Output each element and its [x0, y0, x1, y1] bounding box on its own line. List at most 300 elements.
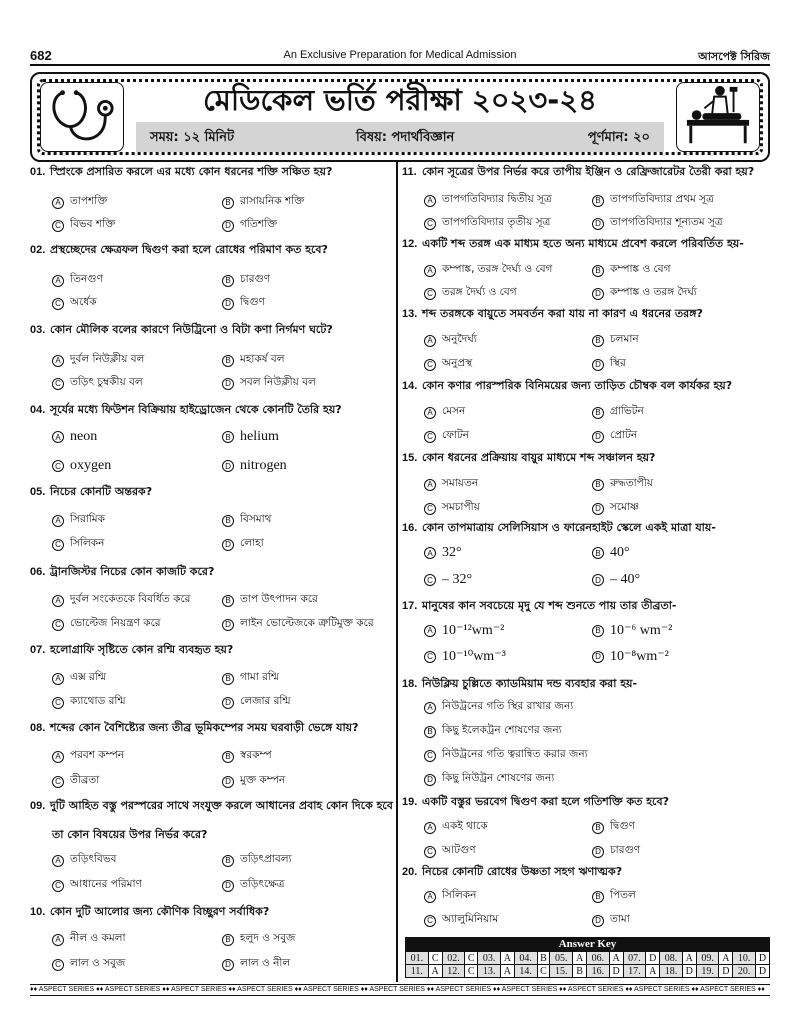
option-letter: B	[592, 407, 604, 419]
question-number: 13.	[402, 308, 418, 320]
question-text-continued: তা কোন বিষয়ের উপর নির্ভর করে?	[52, 828, 208, 841]
option-text: তিনগুণ	[70, 273, 103, 285]
option-letter: C	[424, 359, 436, 371]
question-number: 09.	[30, 800, 46, 812]
option-letter: B	[424, 726, 436, 738]
option-c	[52, 773, 99, 790]
option-c	[424, 428, 469, 445]
option-letter: A	[424, 479, 436, 491]
option-a	[424, 332, 477, 349]
option-letter: D	[592, 574, 604, 586]
option-d	[222, 217, 277, 234]
question-number: 01.	[30, 166, 46, 178]
answer-key-answer: A	[646, 965, 660, 978]
option-text: অনুপ্রস্থ	[442, 357, 473, 369]
option-letter: B	[222, 673, 234, 685]
option-text: প্রোটন	[610, 429, 638, 441]
answer-key-qnum: 17.	[623, 965, 646, 978]
question-number: 16.	[402, 522, 418, 534]
question-text: দুটি আহিত বস্তু পরস্পরের সাথে সংযুক্ত করলে আধানের প্রবাহ কোন দিকে হবে	[50, 799, 393, 812]
exam-banner	[30, 72, 770, 162]
answer-key-answer: C	[537, 965, 550, 978]
question-number: 10.	[30, 906, 46, 918]
option-letter: D	[222, 378, 234, 390]
option-b	[592, 545, 630, 561]
option-text: বিসমাথ	[240, 513, 272, 525]
option-letter: A	[52, 355, 64, 367]
question-number: 08.	[30, 722, 46, 734]
answer-key-qnum: 04.	[514, 952, 537, 965]
option-letter: D	[592, 915, 604, 927]
option-letter: C	[52, 460, 64, 472]
option-text: 10⁻¹⁰wm⁻³	[442, 649, 506, 664]
option-text: গামা রশ্মি	[240, 671, 280, 683]
exam-info-strip	[136, 122, 664, 152]
option-letter: A	[424, 547, 436, 559]
option-text: সিলিকন	[70, 537, 105, 549]
option-letter: A	[52, 197, 64, 209]
option-text: তাপ উৎপাদন করে	[240, 593, 318, 605]
option-letter: B	[222, 595, 234, 607]
answer-key-qnum: 15.	[550, 965, 573, 978]
option-b	[222, 670, 279, 687]
option-b	[592, 819, 635, 836]
option-text: অনুদৈর্ঘ্য	[442, 333, 477, 345]
option-d	[592, 215, 723, 232]
option-letter: D	[592, 288, 604, 300]
option-d	[592, 285, 697, 302]
option-letter: A	[424, 702, 436, 714]
answer-key-answer: A	[609, 952, 623, 965]
option-d	[592, 912, 630, 929]
option-d	[592, 648, 669, 665]
question-text: হলোগ্রাফি সৃষ্টিতে কোন রশ্মি ব্যবহৃত হয়?	[50, 643, 234, 656]
option-a	[52, 592, 190, 609]
option-text: সমোষ্ণ	[610, 501, 640, 513]
option-letter: D	[592, 846, 604, 858]
answer-key-answer: A	[682, 952, 696, 965]
option-text: লাইন ভোল্টেজকে ত্রুটিমুক্ত করে	[240, 617, 374, 629]
answer-key-answer: A	[573, 952, 587, 965]
option-text: তাপগতিবিদ্যার দ্বিতীয় সূত্র	[442, 193, 552, 205]
option-b	[222, 194, 304, 211]
option-letter: C	[424, 651, 436, 663]
option-b	[222, 748, 272, 765]
option-text: চারগুণ	[610, 844, 641, 856]
answer-key-qnum: 07.	[623, 952, 646, 965]
option-letter: B	[222, 515, 234, 527]
option-d	[222, 694, 291, 711]
option-text: মুক্ত কম্পন	[240, 774, 286, 786]
option-letter: A	[424, 407, 436, 419]
question-text: সূর্যের মধ্যে ফিউশন বিক্রিয়ায় হাইড্রোজেন থেকে কোনটি তৈরি হয়?	[50, 403, 342, 416]
option-text: আটগুণ	[442, 844, 476, 856]
option-text: ভোল্টেজ নিয়ন্ত্রণ করে	[70, 617, 161, 629]
option-a	[52, 194, 107, 211]
option-letter: C	[52, 880, 64, 892]
option-text: তড়িৎ চুম্বকীয় বল	[70, 376, 143, 388]
option-d	[222, 773, 285, 790]
option-b	[592, 262, 671, 279]
option-letter: C	[424, 288, 436, 300]
option-a	[52, 748, 124, 765]
option-text: তাপগতিবিদ্যার প্রথম সূত্র	[610, 193, 714, 205]
option-text: তরঙ্গ দৈর্ঘ্য ও বেগ	[442, 286, 517, 298]
option-letter: C	[52, 776, 64, 788]
option-text: তড়িৎবিভব	[70, 853, 117, 865]
answer-key-qnum: 19.	[696, 965, 719, 978]
option-b	[592, 888, 636, 905]
option-d	[222, 877, 284, 894]
option-text: সিরামিক	[70, 513, 105, 525]
option-letter: A	[52, 275, 64, 287]
option-letter: B	[592, 335, 604, 347]
option-letter: A	[52, 855, 64, 867]
option-c	[52, 217, 115, 234]
option-letter: D	[592, 431, 604, 443]
option-text: একই থাকে	[442, 820, 488, 832]
option-a	[52, 931, 126, 948]
option-c	[52, 458, 111, 474]
option-c	[52, 956, 125, 973]
option-a	[424, 404, 465, 421]
option-b	[424, 723, 562, 740]
answer-key-qnum: 10.	[733, 952, 756, 965]
option-a	[424, 622, 504, 639]
option-a	[424, 819, 488, 836]
question-text: কোন তাপমাত্রায় সেলিসিয়াস ও ফারেনহাইট স্কেলে একই মাত্রা যায়-	[422, 521, 716, 534]
option-letter: C	[52, 298, 64, 310]
option-text: neon	[70, 429, 98, 444]
option-text: oxygen	[70, 458, 112, 473]
answer-key-answer: C	[465, 965, 478, 978]
option-letter: D	[222, 220, 234, 232]
question-text: নিচের কোনটি রোধের উষ্ণতা সহগ ঋণাত্মক?	[422, 865, 623, 878]
option-b	[592, 404, 644, 421]
option-c	[424, 500, 480, 517]
answer-key-answer: A	[500, 952, 514, 965]
doctor-patient-icon	[676, 82, 760, 152]
option-text: 40°	[610, 545, 630, 560]
option-letter: B	[592, 547, 604, 559]
option-d	[222, 458, 287, 474]
option-text: লাল ও নীল	[240, 957, 291, 969]
option-letter: C	[52, 959, 64, 971]
option-text: 10⁻¹²wm⁻²	[442, 623, 505, 638]
answer-key-title: Answer Key	[405, 937, 770, 951]
question-text: ট্রানজিস্টর নিচের কোন কাজটি করে?	[50, 565, 215, 578]
option-d	[592, 356, 626, 373]
answer-key-answer: D	[719, 965, 733, 978]
option-text: বিভব শক্তি	[70, 218, 116, 230]
answer-key-qnum: 16.	[586, 965, 609, 978]
answer-key-qnum: 11.	[406, 965, 429, 978]
running-title: An Exclusive Preparation for Medical Admission	[283, 49, 517, 61]
answer-key-qnum: 05.	[550, 952, 573, 965]
option-a	[424, 545, 462, 561]
option-text: দুর্বল নিউক্লীয় বল	[70, 353, 145, 365]
option-c	[52, 295, 97, 312]
option-letter: A	[52, 595, 64, 607]
option-letter: B	[592, 822, 604, 834]
option-c	[424, 747, 588, 764]
option-letter: D	[592, 651, 604, 663]
question-text: প্রস্থচ্ছেদের ক্ষেত্রফল দ্বিগুণ করা হলে রোধের পরিমাণ কত হবে?	[50, 243, 328, 256]
option-text: মহাকর্ষ বল	[240, 353, 285, 365]
option-letter: D	[222, 619, 234, 631]
option-text: সমচাপীয়	[442, 501, 480, 513]
option-b	[222, 272, 270, 289]
option-d	[592, 500, 639, 517]
option-letter: D	[222, 776, 234, 788]
option-c	[52, 616, 161, 633]
option-letter: D	[592, 218, 604, 230]
option-text: তাপগতিবিদ্যার তৃতীয় সূত্র	[442, 216, 551, 228]
option-text: নীল ও কমলা	[70, 932, 126, 944]
question-text: স্প্রিংকে প্রসারিত করলে এর মধ্যে কোন ধরনের শক্তি সঞ্চিত হয়?	[50, 165, 333, 178]
option-a	[52, 670, 106, 687]
option-letter: D	[592, 359, 604, 371]
question-text: নিউক্লিয় চুল্লিতে ক্যাডমিয়াম দন্ড ব্যবহার করা হয়-	[422, 677, 638, 690]
answer-key-answer: B	[573, 965, 587, 978]
option-text: helium	[240, 429, 279, 444]
option-b	[222, 931, 295, 948]
exam-subject: বিষয়: পদার্থবিজ্ঞান	[356, 130, 455, 145]
option-letter: C	[424, 846, 436, 858]
option-d	[222, 536, 264, 553]
option-c	[52, 694, 126, 711]
option-letter: A	[52, 673, 64, 685]
question-number: 04.	[30, 404, 46, 416]
option-a	[52, 512, 105, 529]
option-letter: C	[52, 539, 64, 551]
option-letter: B	[592, 265, 604, 277]
option-letter: D	[592, 503, 604, 515]
footer-strip: ♦♦ ASPECT SERIES ♦♦ ASPECT SERIES ♦♦ ASPECT SERIES ♦♦ ASPECT SERIES ♦♦ ASPECT SERIES ♦♦ ASPECT SERIES ♦♦ ASPECT SERIES ♦♦ ASPECT SERIES ♦♦ ASPECT SERIES ♦♦ ASPECT SERIES ♦♦ ASPECT SERIES ♦♦	[30, 984, 770, 996]
option-text: গ্রাভিটন	[610, 405, 644, 417]
option-text: কিছু ইলেকট্রন শোষণের জন্য	[442, 724, 562, 736]
option-text: রাসায়নিক শক্তি	[240, 195, 305, 207]
option-letter: A	[424, 195, 436, 207]
answer-key-answer: D	[682, 965, 696, 978]
question-number: 02.	[30, 244, 46, 256]
option-c	[424, 648, 506, 665]
exam-time: সময়: ১২ মিনিট	[150, 130, 235, 145]
answer-key-qnum: 12.	[442, 965, 465, 978]
option-c	[424, 215, 550, 232]
option-d	[592, 428, 637, 445]
answer-key-row	[406, 965, 770, 978]
option-letter: C	[424, 574, 436, 586]
option-letter: B	[222, 431, 234, 443]
option-letter: B	[592, 195, 604, 207]
option-c	[52, 536, 104, 553]
option-b	[592, 192, 714, 209]
option-c	[424, 843, 476, 860]
answer-key-answer: D	[646, 952, 660, 965]
option-text: তাপশক্তি	[70, 195, 108, 207]
answer-key-qnum: 18.	[660, 965, 683, 978]
answer-key-answer: A	[428, 965, 442, 978]
option-letter: B	[222, 197, 234, 209]
answer-key-answer: C	[465, 952, 478, 965]
option-b	[592, 476, 653, 493]
option-b	[222, 352, 285, 369]
option-b	[222, 592, 318, 609]
option-text: দ্বিগুণ	[610, 820, 635, 832]
question-number: 11.	[402, 166, 417, 178]
option-a	[424, 262, 552, 279]
answer-key-qnum: 02.	[442, 952, 465, 965]
option-text: তামা	[610, 913, 630, 925]
stethoscope-icon	[40, 82, 124, 152]
option-text: দ্বিগুণ	[240, 296, 265, 308]
option-text: কম্পাঙ্ক, তরঙ্গ দৈর্ঘ্য ও বেগ	[442, 263, 553, 275]
option-letter: C	[424, 915, 436, 927]
option-letter: A	[424, 822, 436, 834]
option-letter: A	[424, 265, 436, 277]
option-a	[52, 429, 97, 445]
answer-key-row	[406, 952, 770, 965]
option-d	[424, 771, 554, 788]
option-text: সমায়তন	[442, 477, 479, 489]
option-text: – 40°	[610, 572, 641, 587]
option-text: 10⁻⁸wm⁻²	[610, 649, 669, 664]
option-text: নিউট্রনের গতি ত্বরান্বিত করার জন্য	[442, 748, 588, 760]
option-text: তীব্রতা	[70, 774, 100, 786]
option-letter: A	[52, 934, 64, 946]
option-d	[222, 375, 316, 392]
question-text: মানুষের কান সবচেয়ে মৃদু যে শব্দ শুনতে পায় তার তীব্রতা-	[422, 599, 677, 612]
answer-key	[405, 937, 770, 978]
option-text: চলমান	[610, 333, 639, 345]
option-text: স্বরকম্প	[240, 749, 272, 761]
answer-key-answer: D	[756, 952, 770, 965]
option-letter: A	[52, 751, 64, 763]
option-letter: B	[592, 479, 604, 491]
option-text: তাপগতিবিদ্যার শূন্যতম সূত্র	[610, 216, 723, 228]
option-letter: C	[52, 619, 64, 631]
option-text: দুর্বল সংকেতকে বিবর্ধিত করে	[70, 593, 191, 605]
question-text: কোন দুটি আলোর জন্য কৌণিক বিচ্ছুরণ সর্বাধিক?	[50, 905, 270, 918]
question-number: 07.	[30, 644, 46, 656]
answer-key-qnum: 08.	[660, 952, 683, 965]
option-d	[222, 956, 290, 973]
option-a	[52, 352, 144, 369]
option-letter: B	[222, 855, 234, 867]
option-a	[424, 476, 478, 493]
option-b	[222, 429, 279, 445]
answer-key-qnum: 13.	[478, 965, 501, 978]
option-b	[222, 512, 271, 529]
option-text: হলুদ ও সবুজ	[240, 932, 296, 944]
option-text: লোহা	[240, 537, 264, 549]
question-text: কোন কণার পারস্পরিক বিনিময়ের জন্য তাড়িত চৌম্বক বল কার্যকর হয়?	[422, 379, 733, 392]
option-letter: A	[52, 515, 64, 527]
option-text: 32°	[442, 545, 462, 560]
option-letter: A	[424, 891, 436, 903]
option-c	[424, 356, 472, 373]
question-number: 03.	[30, 324, 46, 336]
question-number: 14.	[402, 380, 418, 392]
answer-key-answer: A	[500, 965, 514, 978]
option-text: গতিশক্তি	[240, 218, 278, 230]
question-text: কোন ধরনের প্রক্রিয়ায় বায়ুর মাধ্যমে শব্দ সঞ্চালন হয়?	[422, 451, 656, 464]
answer-key-table	[405, 951, 770, 978]
option-text: নিউট্রনের গতি স্থির রাখার জন্য	[442, 700, 574, 712]
question-number: 15.	[402, 452, 418, 464]
option-text: পরবশ কম্পন	[70, 749, 125, 761]
option-d	[592, 572, 640, 588]
option-letter: A	[424, 335, 436, 347]
option-text: – 32°	[442, 572, 473, 587]
question-number: 17.	[402, 600, 418, 612]
option-text: কম্পাঙ্ক ও তরঙ্গ দৈর্ঘ্য	[610, 286, 697, 298]
option-letter: B	[222, 275, 234, 287]
question-number: 12.	[402, 238, 418, 250]
option-letter: C	[424, 431, 436, 443]
option-letter: B	[592, 891, 604, 903]
option-text: 10⁻⁶ wm⁻²	[610, 623, 673, 638]
option-a	[424, 888, 476, 905]
option-text: আধানের পরিমাণ	[70, 878, 142, 890]
option-text: কিছু নিউট্রন শোষণের জন্য	[442, 772, 555, 784]
option-text: কম্পাঙ্ক ও বেগ	[610, 263, 671, 275]
option-a	[52, 852, 117, 869]
option-letter: D	[222, 880, 234, 892]
option-letter: A	[52, 431, 64, 443]
option-letter: C	[424, 218, 436, 230]
answer-key-qnum: 01.	[406, 952, 429, 965]
option-text: পিতল	[610, 889, 636, 901]
answer-key-qnum: 20.	[733, 965, 756, 978]
question-text: একটি বস্তুর ভরবেগ দ্বিগুণ করা হলে গতিশক্তি কত হবে?	[422, 795, 669, 808]
question-number: 18.	[402, 678, 418, 690]
option-d	[222, 295, 265, 312]
answer-key-qnum: 03.	[478, 952, 501, 965]
option-d	[222, 616, 374, 633]
option-b	[592, 622, 672, 639]
question-number: 19.	[402, 796, 418, 808]
option-b	[592, 332, 639, 349]
question-text: কোন সূত্রের উপর নির্ভর করে তাপীয় ইঞ্জিন ও রেফ্রিজারেটর তৈরী করা হয়?	[422, 165, 755, 178]
option-a	[424, 699, 573, 716]
option-letter: C	[52, 697, 64, 709]
option-d	[592, 843, 640, 860]
page-header	[30, 44, 770, 66]
option-text: সবল নিউক্লীয় বল	[240, 376, 316, 388]
option-text: মেসন	[442, 405, 466, 417]
option-letter: B	[222, 355, 234, 367]
option-text: তড়িৎপ্রাবল্য	[240, 853, 292, 865]
answer-key-qnum: 14.	[514, 965, 537, 978]
option-text: রুদ্ধতাপীয়	[610, 477, 653, 489]
option-c	[424, 572, 472, 588]
option-letter: C	[424, 750, 436, 762]
answer-key-answer: D	[756, 965, 770, 978]
option-letter: D	[222, 959, 234, 971]
option-text: সিলিকন	[442, 889, 477, 901]
option-a	[52, 272, 103, 289]
option-letter: D	[424, 774, 436, 786]
option-text: অ্যালুমিনিয়াম	[442, 913, 499, 925]
option-c	[52, 375, 143, 392]
answer-key-answer: C	[428, 952, 442, 965]
option-c	[424, 285, 517, 302]
answer-key-answer: A	[719, 952, 733, 965]
option-a	[424, 192, 552, 209]
question-number: 20.	[402, 866, 418, 878]
